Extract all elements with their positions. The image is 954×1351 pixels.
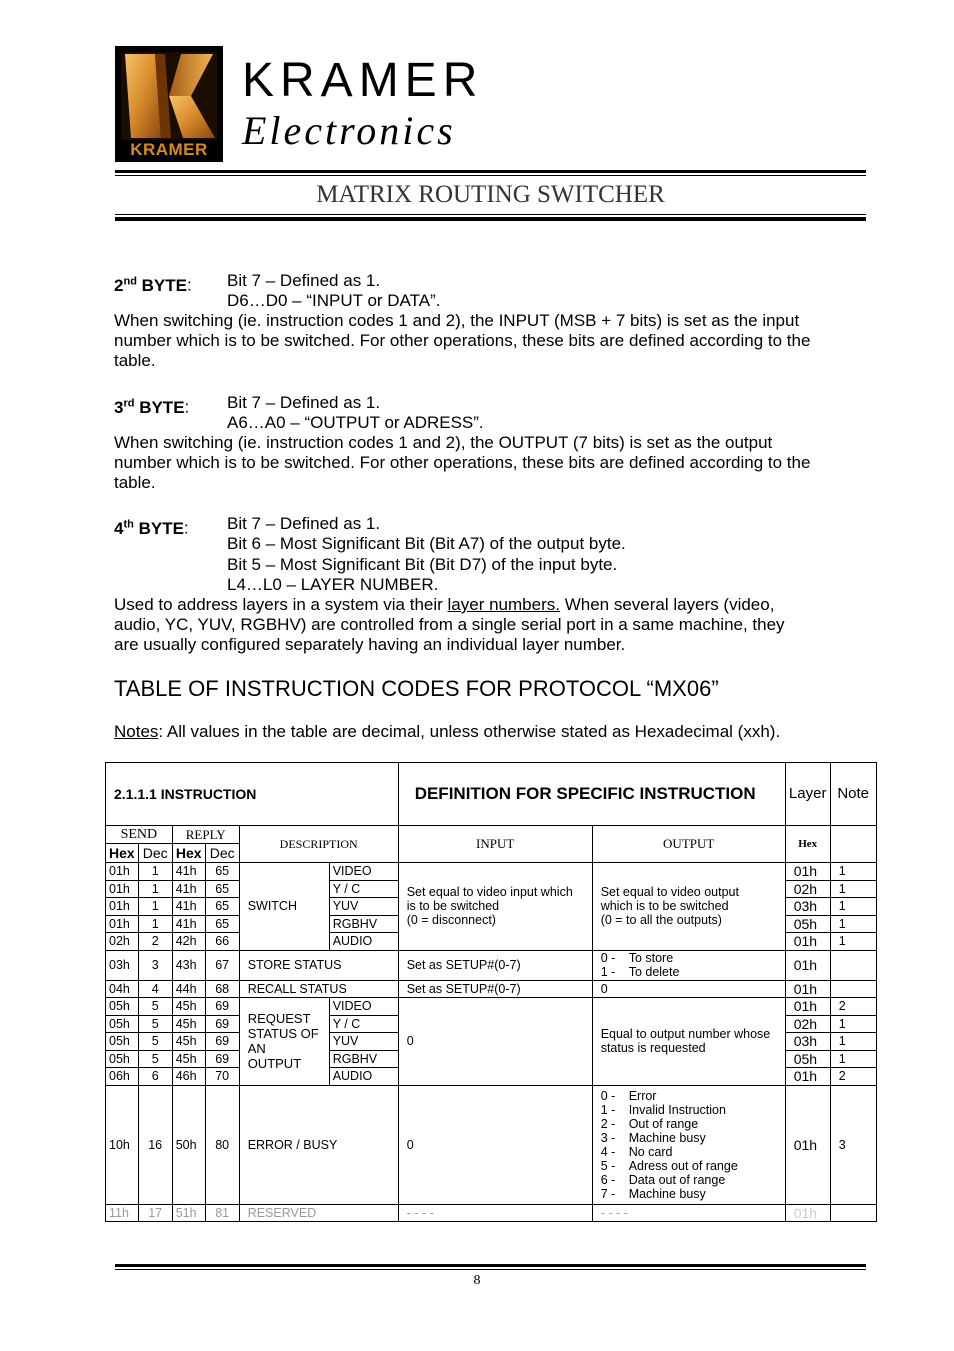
logo-wordmark: KRAMER (130, 140, 208, 159)
byte3-paragraph: number which is to be switched. For other operations, these bits are defined according to the (114, 453, 811, 472)
table-row: 02h 2 42h 66 AUDIO 01h 1 (106, 933, 877, 951)
byte4-label: 4th BYTE: (114, 518, 189, 538)
table-row: 05h 5 45h 69 YUV 03h 1 (106, 1033, 877, 1051)
page-number: 8 (473, 1273, 481, 1288)
byte3-paragraph: When switching (ie. instruction codes 1 and 2), the OUTPUT (7 bits) is set as the output (114, 433, 773, 452)
header-layer-hex: Hex (785, 826, 830, 863)
layer-hex: 02h (785, 880, 830, 898)
header-output: OUTPUT (592, 826, 785, 863)
brand-name: KRAMER (242, 54, 484, 107)
table-row: 06h 6 46h 70 AUDIO 01h 2 (106, 1068, 877, 1086)
layer-hex: 01h (785, 998, 830, 1016)
byte4-line: L4…L0 – LAYER NUMBER. (227, 575, 439, 594)
header-input: INPUT (398, 826, 592, 863)
table-row: 05h 5 45h 69 Y / C 02h 1 (106, 1015, 877, 1033)
header-rule-bottom-thin (115, 214, 866, 215)
layer-type: YUV (329, 898, 398, 916)
layer-type: VIDEO (329, 998, 398, 1016)
store-input: Set as SETUP#(0-7) (398, 950, 592, 980)
table-row: 01h 1 41h 65 RGBHV 05h 1 (106, 915, 877, 933)
note-value: 1 (830, 1015, 876, 1033)
layer-type: RGBHV (329, 1050, 398, 1068)
note-value: 1 (830, 1050, 876, 1068)
recall-input: Set as SETUP#(0-7) (398, 980, 592, 998)
byte3-label: 3rd BYTE: (114, 397, 190, 417)
header-rule-top (115, 170, 866, 173)
header-reply-hex: Hex (172, 844, 205, 863)
header-instruction: 2.1.1.1 INSTRUCTION (106, 763, 399, 826)
byte4-line: Bit 7 – Defined as 1. (227, 514, 381, 533)
layer-hex: 01h (785, 863, 830, 881)
byte4-line: Bit 5 – Most Significant Bit (Bit D7) of the input byte. (227, 555, 618, 574)
layer-type: RGBHV (329, 915, 398, 933)
layer-hex: 01h (785, 933, 830, 951)
note-value: 1 (830, 915, 876, 933)
instruction-codes-table (105, 762, 877, 1222)
header-description: DESCRIPTION (239, 826, 398, 863)
layer-type: YUV (329, 1033, 398, 1051)
note-value (830, 950, 876, 980)
note-value: 2 (830, 1068, 876, 1086)
byte2-paragraph: table. (114, 351, 156, 370)
recall-description: RECALL STATUS (239, 980, 398, 998)
switch-input-definition: Set equal to video input which is to be switched (0 = disconnect) (398, 863, 592, 951)
request-output: Equal to output number whose status is requested (592, 998, 785, 1086)
switch-output-definition: Set equal to video output which is to be switched (0 = to all the outputs) (592, 863, 785, 951)
layer-type: AUDIO (329, 1068, 398, 1086)
document-title: MATRIX ROUTING SWITCHER (316, 181, 665, 208)
layer-hex: 01h (785, 1085, 830, 1204)
table-row: 01h 1 41h 65 YUV 03h 1 (106, 898, 877, 916)
note-value: 1 (830, 863, 876, 881)
layer-type: VIDEO (329, 863, 398, 881)
layer-type: Y / C (329, 1015, 398, 1033)
note-value: 1 (830, 898, 876, 916)
header-send-dec: Dec (138, 844, 172, 863)
note-value (830, 1204, 876, 1222)
note-value: 1 (830, 1033, 876, 1051)
error-input: 0 (398, 1085, 592, 1204)
byte2-line: D6…D0 – “INPUT or DATA”. (227, 291, 441, 310)
brand-subtitle: Electronics (242, 108, 456, 153)
header-reply-dec: Dec (205, 844, 239, 863)
reserved-output: - - - - (592, 1204, 785, 1222)
kramer-k-logo-icon (121, 52, 217, 140)
layer-hex: 01h (785, 1204, 830, 1222)
layer-type: AUDIO (329, 933, 398, 951)
table-row: 05h 5 45h 69 REQUEST STATUS OF AN OUTPUT VIDEO 0 Equal to output number whose status is requested 01h 2 (106, 998, 877, 1016)
header-note-empty (830, 826, 876, 863)
layer-hex: 05h (785, 1050, 830, 1068)
byte4-paragraph: audio, YC, YUV, RGBHV) are controlled from a single serial port in a same machine, they (114, 615, 785, 634)
header-reply: REPLY (172, 826, 239, 844)
byte4-paragraph: Used to address layers in a system via their layer numbers. When several layers (video, (114, 595, 775, 614)
kramer-logo (115, 46, 223, 162)
byte3-paragraph: table. (114, 473, 156, 492)
note-value: 2 (830, 998, 876, 1016)
note-value (830, 980, 876, 998)
switch-description: SWITCH (239, 863, 329, 951)
store-output: 0 - To store 1 - To delete (592, 950, 785, 980)
notes: Notes: All values in the table are decimal, unless otherwise stated as Hexadecimal (xxh). (114, 722, 781, 741)
layer-hex: 05h (785, 915, 830, 933)
table-row: 01h 1 41h 65 SWITCH VIDEO Set equal to video input which is to be switched (0 = disconnect) Set equal to video output which is to be switched (0 = to all the outputs) 01h 1 (106, 863, 877, 881)
layer-hex: 01h (785, 980, 830, 998)
byte2-line: Bit 7 – Defined as 1. (227, 271, 381, 290)
header-rule-top-thin (115, 175, 866, 176)
note-value: 1 (830, 933, 876, 951)
note-value: 1 (830, 880, 876, 898)
layer-hex: 03h (785, 898, 830, 916)
header-definition: DEFINITION FOR SPECIFIC INSTRUCTION (398, 763, 785, 826)
header-layer: Layer (785, 763, 830, 826)
byte3-line: A6…A0 – “OUTPUT or ADRESS”. (227, 413, 484, 432)
layer-type: Y / C (329, 880, 398, 898)
byte2-paragraph: When switching (ie. instruction codes 1 and 2), the INPUT (MSB + 7 bits) is set as the input (114, 311, 800, 330)
table-row: 01h 1 41h 65 Y / C 02h 1 (106, 880, 877, 898)
reserved-description: RESERVED (239, 1204, 398, 1222)
store-description: STORE STATUS (239, 950, 398, 980)
request-status-description: REQUEST STATUS OF AN OUTPUT (239, 998, 329, 1086)
header-rule-bottom (115, 217, 866, 221)
header-send-hex: Hex (106, 844, 139, 863)
reserved-input: - - - - (398, 1204, 592, 1222)
layer-numbers-link: layer numbers. (447, 595, 560, 614)
byte4-paragraph: are usually configured separately having an individual layer number. (114, 635, 626, 654)
footer-rule-thin (115, 1269, 866, 1270)
byte2-label: 2nd BYTE: (114, 275, 192, 295)
layer-hex: 02h (785, 1015, 830, 1033)
byte3-line: Bit 7 – Defined as 1. (227, 393, 381, 412)
footer-rule (115, 1264, 866, 1267)
table-row: 04h 4 44h 68 RECALL STATUS Set as SETUP#(0-7) 0 01h (106, 980, 877, 998)
header-send: SEND (106, 826, 173, 844)
request-input: 0 (398, 998, 592, 1086)
layer-hex: 01h (785, 1068, 830, 1086)
section-title: TABLE OF INSTRUCTION CODES FOR PROTOCOL “MX06” (114, 676, 719, 701)
layer-hex: 01h (785, 950, 830, 980)
layer-hex: 03h (785, 1033, 830, 1051)
error-codes-list: 0 - Error 1 - Invalid Instruction 2 - Out of range 3 - Machine busy 4 - No card 5 - Adress out of range 6 - Data out of range 7 - Machine busy (592, 1085, 785, 1204)
byte2-paragraph: number which is to be switched. For other operations, these bits are defined according to the (114, 331, 811, 350)
table-row: 05h 5 45h 69 RGBHV 05h 1 (106, 1050, 877, 1068)
table-row: 11h 17 51h 81 RESERVED - - - - - - - - 01h (106, 1204, 877, 1222)
error-description: ERROR / BUSY (239, 1085, 398, 1204)
table-row: 10h 16 50h 80 ERROR / BUSY 0 0 - Error 1 - Invalid Instruction 2 - Out of range 3 - Machine busy 4 - No card 5 - Adress out of range 6 - Data out of range 7 - Machine busy 01h 3 (106, 1085, 877, 1204)
byte4-line: Bit 6 – Most Significant Bit (Bit A7) of the output byte. (227, 534, 626, 553)
header-note: Note (830, 763, 876, 826)
table-row: 03h 3 43h 67 STORE STATUS Set as SETUP#(0-7) 0 - To store 1 - To delete 01h (106, 950, 877, 980)
note-value: 3 (830, 1085, 876, 1204)
recall-output: 0 (592, 980, 785, 998)
